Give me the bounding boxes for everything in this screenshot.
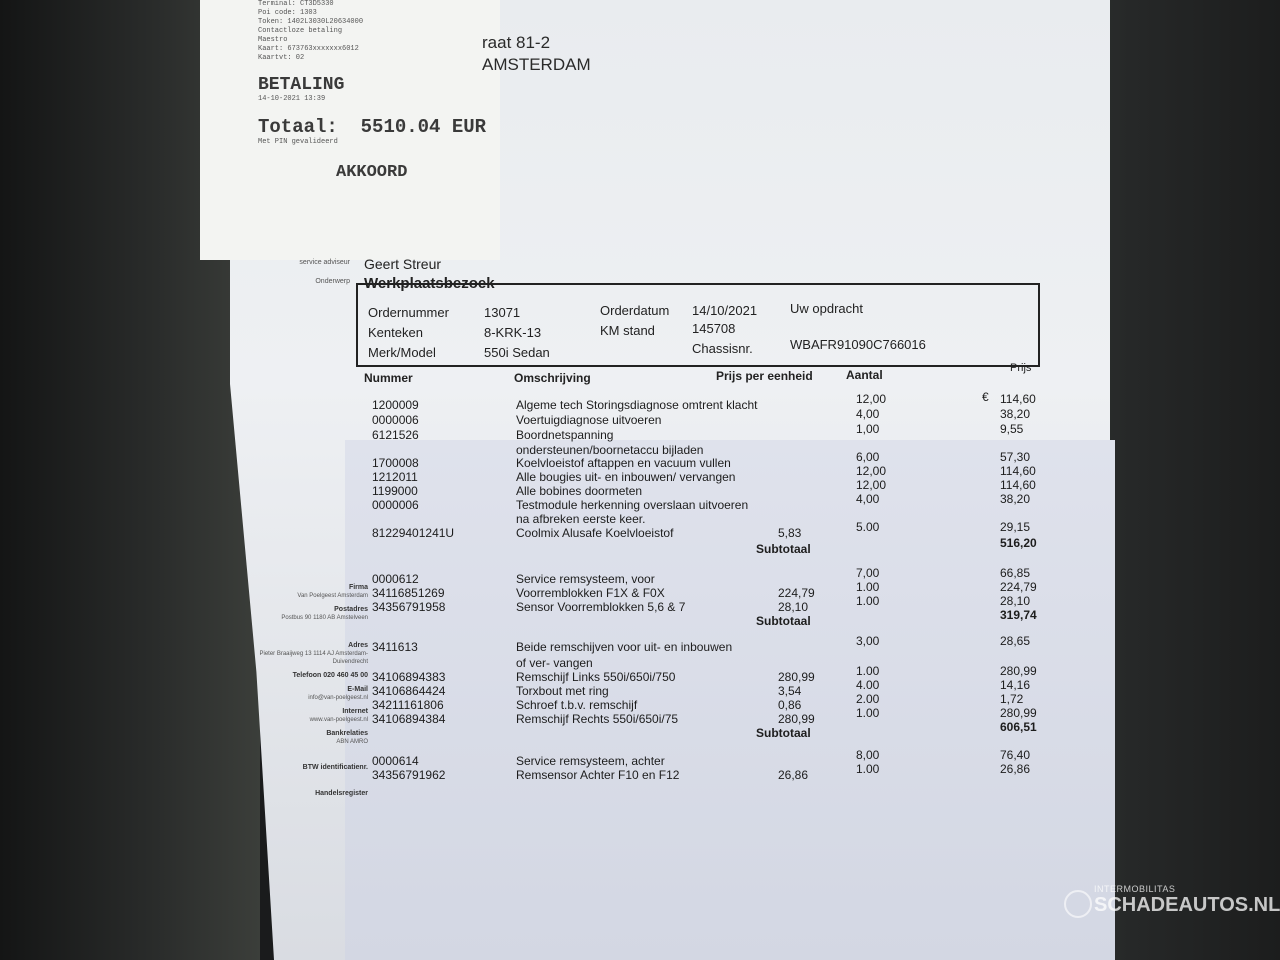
line-item-description: Coolmix Alusafe Koelvloeistof bbox=[516, 526, 674, 540]
line-item-quantity: 12,00 bbox=[856, 464, 887, 478]
email-label: E-Mail bbox=[347, 686, 368, 693]
total-value: 5510.04 EUR bbox=[360, 116, 487, 138]
orderdatum-value: 14/10/2021 bbox=[692, 303, 758, 318]
line-item-quantity: 12,00 bbox=[856, 478, 887, 492]
line-item-unit-price: 28,10 bbox=[778, 600, 809, 614]
terminal-line: Kaartvt: 02 bbox=[258, 54, 305, 62]
line-item-description: of ver- vangen bbox=[516, 656, 593, 670]
orderdatum-label: Orderdatum bbox=[600, 303, 670, 318]
line-item-unit-price: 26,86 bbox=[778, 768, 809, 782]
pin-note: Met PIN gevalideerd bbox=[258, 138, 338, 146]
line-item-number: 1200009 bbox=[372, 398, 419, 412]
line-item-number: 6121526 bbox=[372, 428, 419, 442]
line-item-quantity: 3,00 bbox=[856, 634, 880, 648]
km-value: 145708 bbox=[692, 321, 736, 336]
line-item-price: 76,40 bbox=[1000, 748, 1031, 762]
line-item-unit-price: 280,99 bbox=[778, 712, 815, 726]
line-item-number: 0000006 bbox=[372, 498, 419, 512]
chassis-label: Chassisnr. bbox=[692, 341, 753, 356]
terminal-line: Terminal: CT3D5330 bbox=[258, 0, 334, 8]
kenteken-label: Kenteken bbox=[368, 325, 423, 340]
line-item-description: Voorremblokken F1X & F0X bbox=[516, 586, 665, 600]
internet-label: Internet bbox=[342, 708, 368, 715]
line-item-description: Remsensor Achter F10 en F12 bbox=[516, 768, 680, 782]
line-item-quantity: 12,00 bbox=[856, 392, 887, 406]
terminal-line: Poi code: 1303 bbox=[258, 9, 317, 17]
col-header-aantal: Aantal bbox=[846, 368, 883, 382]
line-item-price: 114,60 bbox=[1000, 392, 1036, 406]
bank-value: ABN AMRO bbox=[336, 739, 368, 745]
line-item-quantity: 4,00 bbox=[856, 492, 880, 506]
line-item-quantity: 1.00 bbox=[856, 762, 880, 776]
line-item-quantity: 1.00 bbox=[856, 580, 880, 594]
terminal-line: Kaart: 673763xxxxxxx6012 bbox=[258, 45, 359, 53]
firma-label: Firma bbox=[348, 584, 368, 591]
store-street: raat 81-2 bbox=[482, 33, 551, 52]
line-item-number: 1212011 bbox=[372, 470, 418, 484]
uw-opdracht-label: Uw opdracht bbox=[790, 301, 863, 316]
subject-value: Werkplaatsbezoek bbox=[364, 275, 495, 292]
advisor-name: Geert Streur bbox=[364, 256, 442, 272]
line-item-price: 29,15 bbox=[1000, 520, 1031, 534]
payment-total bbox=[258, 116, 498, 138]
line-item-number: 1199000 bbox=[372, 484, 418, 498]
kenteken-value: 8-KRK-13 bbox=[484, 325, 542, 340]
line-item-quantity: 7,00 bbox=[856, 566, 880, 580]
line-item-quantity: 1,00 bbox=[856, 422, 880, 436]
postadres-value: Postbus 90 1180 AB Amstelveen bbox=[281, 615, 368, 621]
store-city: AMSTERDAM bbox=[482, 55, 591, 74]
line-item-number: 34116851269 bbox=[372, 586, 445, 600]
line-item-quantity: 8,00 bbox=[856, 748, 880, 762]
line-item-number: 34356791962 bbox=[372, 768, 446, 782]
line-item-price: 57,30 bbox=[1000, 450, 1031, 464]
pin-receipt bbox=[258, 0, 498, 182]
total-label: Totaal: bbox=[258, 116, 338, 138]
postadres-label: Postadres bbox=[334, 606, 368, 613]
internet-value: www.van-poelgeest.nl bbox=[309, 717, 368, 723]
line-item-description: Koelvloeistof aftappen en vacuum vullen bbox=[516, 456, 731, 470]
line-item-quantity: 6,00 bbox=[856, 450, 880, 464]
subtotal-label: Subtotaal bbox=[756, 614, 811, 628]
currency-symbol: € bbox=[982, 390, 989, 404]
adres-value: Pieter Braaijweg 13 1114 AJ Amsterdam-Duivendrecht bbox=[259, 651, 368, 665]
terminal-line: Maestro bbox=[258, 36, 288, 44]
subject-label: Onderwerp bbox=[315, 278, 350, 285]
line-item-price: 14,16 bbox=[1000, 678, 1031, 692]
line-item-description: Remschijf Rechts 550i/650i/75 bbox=[516, 712, 679, 726]
line-item-quantity: 2.00 bbox=[856, 692, 880, 706]
subtotal-label: Subtotaal bbox=[756, 542, 811, 556]
payment-title: BETALING bbox=[258, 75, 345, 95]
subtotal-value: 319,74 bbox=[1000, 608, 1037, 622]
line-item-price: 1,72 bbox=[1000, 692, 1024, 706]
handelsregister-label: Handelsregister bbox=[315, 790, 368, 797]
line-item-unit-price: 224,79 bbox=[778, 586, 815, 600]
line-item-number: 34106864424 bbox=[372, 684, 446, 698]
line-item-price: 28,10 bbox=[1000, 594, 1031, 608]
line-item-price: 38,20 bbox=[1000, 492, 1031, 506]
col-header-prijs: Prijs bbox=[1010, 362, 1032, 374]
line-item-description: Voertuigdiagnose uitvoeren bbox=[516, 413, 662, 427]
ordernummer-label: Ordernummer bbox=[368, 305, 449, 320]
line-item-quantity: 1.00 bbox=[856, 664, 880, 678]
line-item-price: 66,85 bbox=[1000, 566, 1031, 580]
line-item-description: Service remsysteem, voor bbox=[516, 572, 655, 586]
line-item-unit-price: 280,99 bbox=[778, 670, 815, 684]
col-header-omschrijving: Omschrijving bbox=[514, 371, 591, 385]
watermark bbox=[1064, 884, 1280, 917]
line-item-price: 114,60 bbox=[1000, 478, 1036, 492]
line-item-number: 3411613 bbox=[372, 640, 418, 654]
line-item-unit-price: 3,54 bbox=[778, 684, 802, 698]
line-item-number: 0000612 bbox=[372, 572, 419, 586]
line-item-quantity: 4.00 bbox=[856, 678, 880, 692]
line-item-number: 0000614 bbox=[372, 754, 419, 768]
subtotal-label: Subtotaal bbox=[756, 726, 811, 740]
payment-datetime: 14-10-2021 13:39 bbox=[258, 95, 326, 103]
watermark-sub: INTERMOBILITAS bbox=[1094, 884, 1176, 894]
line-item-unit-price: 0,86 bbox=[778, 698, 802, 712]
terminal-line: Contactloze betaling bbox=[258, 27, 343, 35]
telefoon-value: Telefoon 020 460 45 00 bbox=[292, 672, 368, 679]
subtotal-value: 516,20 bbox=[1000, 536, 1037, 550]
advisor-label: service adviseur bbox=[299, 259, 350, 266]
line-item-number: 1700008 bbox=[372, 456, 419, 470]
line-item-description: Remschijf Links 550i/650i/750 bbox=[516, 670, 676, 684]
line-item-number: 0000006 bbox=[372, 413, 419, 427]
line-item-number: 34356791958 bbox=[372, 600, 446, 614]
line-item-number: 81229401241U bbox=[372, 526, 455, 540]
bank-label: Bankrelaties bbox=[326, 730, 368, 737]
watermark-main: SCHADEAUTOS.NL bbox=[1094, 894, 1280, 916]
line-item-quantity: 5.00 bbox=[856, 520, 880, 534]
line-item-description: Schroef t.b.v. remschijf bbox=[516, 698, 638, 712]
payment-status: AKKOORD bbox=[336, 163, 408, 182]
order-details-box bbox=[356, 283, 1040, 367]
line-item-description: Torxbout met ring bbox=[516, 684, 609, 698]
line-item-price: 38,20 bbox=[1000, 407, 1031, 421]
line-item-unit-price: 5,83 bbox=[778, 526, 802, 540]
line-item-price: 114,60 bbox=[1000, 464, 1036, 478]
line-item-description: Alle bougies uit- en inbouwen/ vervangen bbox=[516, 470, 736, 484]
line-item-description: na afbreken eerste keer. bbox=[516, 512, 646, 526]
merk-label: Merk/Model bbox=[368, 345, 436, 360]
line-item-quantity: 1.00 bbox=[856, 706, 880, 720]
line-item-description: Algeme tech Storingsdiagnose omtrent klacht bbox=[516, 398, 758, 412]
line-item-price: 9,55 bbox=[1000, 422, 1024, 436]
line-item-price: 280,99 bbox=[1000, 664, 1037, 678]
line-item-description: Testmodule herkenning overslaan uitvoeren bbox=[516, 498, 749, 512]
line-item-price: 26,86 bbox=[1000, 762, 1031, 776]
adres-label: Adres bbox=[348, 642, 368, 649]
watermark-logo-icon bbox=[1064, 890, 1092, 918]
line-item-description: Sensor Voorremblokken 5,6 & 7 bbox=[516, 600, 686, 614]
merk-value: 550i Sedan bbox=[484, 345, 550, 360]
line-item-description: Beide remschijven voor uit- en inbouwen bbox=[516, 640, 733, 654]
line-item-price: 280,99 bbox=[1000, 706, 1037, 720]
line-item-description: Boordnetspanning bbox=[516, 428, 614, 442]
email-value: info@van-poelgeest.nl bbox=[308, 695, 368, 701]
line-item-number: 34106894384 bbox=[372, 712, 446, 726]
line-item-description: ondersteunen/boornetaccu bijladen bbox=[516, 443, 704, 457]
line-item-description: Alle bobines doormeten bbox=[516, 484, 643, 498]
col-header-unit-price: Prijs per eenheid bbox=[716, 369, 813, 383]
chassis-value: WBAFR91090C766016 bbox=[790, 337, 926, 352]
km-label: KM stand bbox=[600, 323, 655, 338]
firma-value: Van Poelgeest Amsterdam bbox=[297, 593, 368, 599]
line-item-number: 34211161806 bbox=[372, 698, 444, 712]
line-item-number: 34106894383 bbox=[372, 670, 446, 684]
line-item-quantity: 4,00 bbox=[856, 407, 880, 421]
btw-label: BTW identificatienr. bbox=[302, 764, 368, 771]
ordernummer-value: 13071 bbox=[484, 305, 521, 320]
col-header-nummer: Nummer bbox=[364, 371, 413, 385]
line-item-price: 224,79 bbox=[1000, 580, 1037, 594]
company-info bbox=[248, 578, 368, 798]
line-item-price: 28,65 bbox=[1000, 634, 1031, 648]
store-address bbox=[482, 32, 591, 76]
line-item-description: Service remsysteem, achter bbox=[516, 754, 665, 768]
terminal-info bbox=[258, 0, 498, 63]
subtotal-value: 606,51 bbox=[1000, 720, 1037, 734]
terminal-line: Token: 1402L3030L20634000 bbox=[258, 18, 364, 26]
line-item-quantity: 1.00 bbox=[856, 594, 880, 608]
